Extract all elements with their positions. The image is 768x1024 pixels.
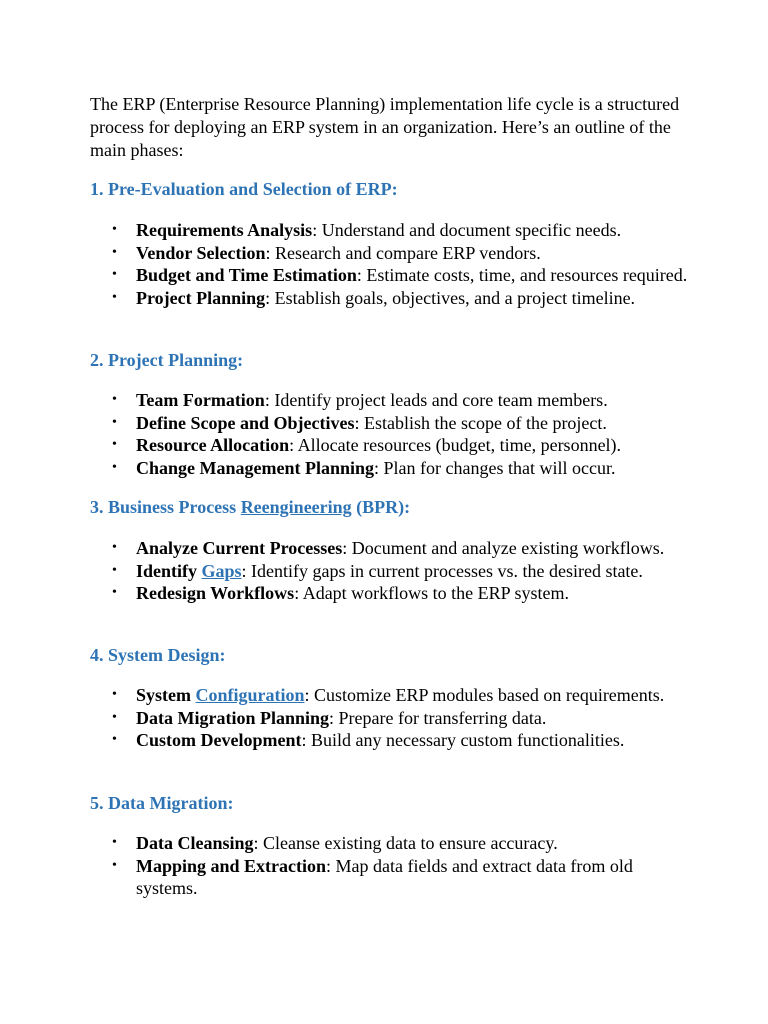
item-desc: : Establish goals, objectives, and a project timeline. (265, 287, 636, 308)
bullet-icon: • (112, 459, 117, 475)
item-term: Resource Allocation (136, 435, 290, 455)
list-item (90, 560, 690, 583)
item-desc: : Identify gaps in current processes vs. the desired state. (241, 560, 643, 581)
bullet-icon: • (112, 709, 117, 725)
item-term: Team Formation (136, 390, 265, 410)
item-term: Identify (136, 560, 202, 581)
gaps-link[interactable]: Gaps (201, 560, 242, 581)
item-term: Vendor Selection (136, 242, 266, 263)
item-term: Project Planning (136, 287, 266, 308)
list-item (90, 707, 690, 730)
section-5-list (90, 832, 690, 900)
list-item (90, 434, 690, 457)
list-item (90, 242, 690, 265)
reengineering-link[interactable]: Reengineering (240, 497, 352, 517)
heading-text: (BPR): (351, 497, 411, 517)
bullet-icon: • (112, 687, 117, 702)
list-item (90, 457, 690, 480)
bullet-icon: • (112, 835, 117, 850)
item-term: Budget and Time Estimation (136, 265, 357, 285)
list-item (90, 389, 690, 412)
item-desc: : Build any necessary custom functionalities. (301, 730, 625, 750)
list-item (90, 855, 690, 900)
bullet-icon: • (112, 414, 117, 430)
bullet-icon: • (112, 437, 117, 452)
item-term: Mapping and Extraction (136, 855, 327, 876)
bullet-icon: • (112, 540, 117, 555)
item-desc: : Adapt workflows to the ERP system. (294, 583, 570, 603)
list-item (90, 537, 690, 560)
section-4-list (90, 684, 690, 752)
item-term: Redesign Workflows (136, 583, 295, 603)
item-term: Change Management Planning (136, 457, 375, 478)
item-desc: : Map data fields and extract data from old systems. (136, 855, 633, 898)
section-2-list (90, 389, 690, 479)
list-item (90, 684, 690, 707)
list-item (90, 219, 690, 242)
section-heading-1: 1. Pre-Evaluation and Selection of ERP: (90, 179, 398, 199)
bullet-icon: • (112, 392, 117, 407)
section-heading-3 (90, 496, 410, 519)
item-desc: : Prepare for transferring data. (329, 707, 547, 728)
bullet-icon: • (112, 289, 117, 305)
item-term: Define Scope and Objectives (136, 412, 355, 433)
item-desc: : Document and analyze existing workflows. (342, 538, 665, 558)
bullet-icon: • (112, 222, 117, 237)
section-heading-4: 4. System Design: (90, 645, 226, 665)
item-desc: : Establish the scope of the project. (354, 412, 607, 433)
bullet-icon: • (112, 244, 117, 260)
item-term: Custom Development (136, 730, 302, 750)
bullet-icon: • (112, 562, 117, 578)
list-item (90, 582, 690, 605)
section-heading-5: 5. Data Migration: (90, 793, 234, 813)
item-desc: : Understand and document specific needs. (312, 220, 622, 240)
list-item (90, 412, 690, 435)
item-term: Data Cleansing (136, 833, 254, 853)
item-desc: : Customize ERP modules based on requirements. (304, 685, 665, 705)
list-item (90, 832, 690, 855)
item-term: Data Migration Planning (136, 707, 330, 728)
bullet-icon: • (112, 267, 117, 282)
list-item (90, 729, 690, 752)
item-desc: : Identify project leads and core team members. (264, 390, 608, 410)
list-item (90, 287, 690, 310)
item-desc: : Plan for changes that will occur. (374, 457, 616, 478)
item-desc: : Allocate resources (budget, time, personnel). (289, 435, 622, 455)
bullet-icon: • (112, 585, 117, 600)
section-heading-2: 2. Project Planning: (90, 350, 244, 370)
item-term: Requirements Analysis (136, 220, 313, 240)
section-3-list (90, 537, 690, 605)
intro-paragraph: The ERP (Enterprise Resource Planning) implementation life cycle is a structured process for deploying an ERP system in an organization. Here’s an outline of the main phases: (90, 94, 680, 160)
section-1-list (90, 219, 690, 309)
item-desc: : Cleanse existing data to ensure accuracy. (253, 833, 558, 853)
list-item (90, 264, 690, 287)
item-term: Analyze Current Processes (136, 538, 343, 558)
item-desc: : Research and compare ERP vendors. (265, 242, 541, 263)
item-term: System (136, 685, 196, 705)
configuration-link[interactable]: Configuration (195, 685, 305, 705)
bullet-icon: • (112, 857, 117, 873)
bullet-icon: • (112, 732, 117, 747)
item-desc: : Estimate costs, time, and resources required. (356, 265, 688, 285)
heading-text: 3. Business Process (90, 497, 241, 517)
